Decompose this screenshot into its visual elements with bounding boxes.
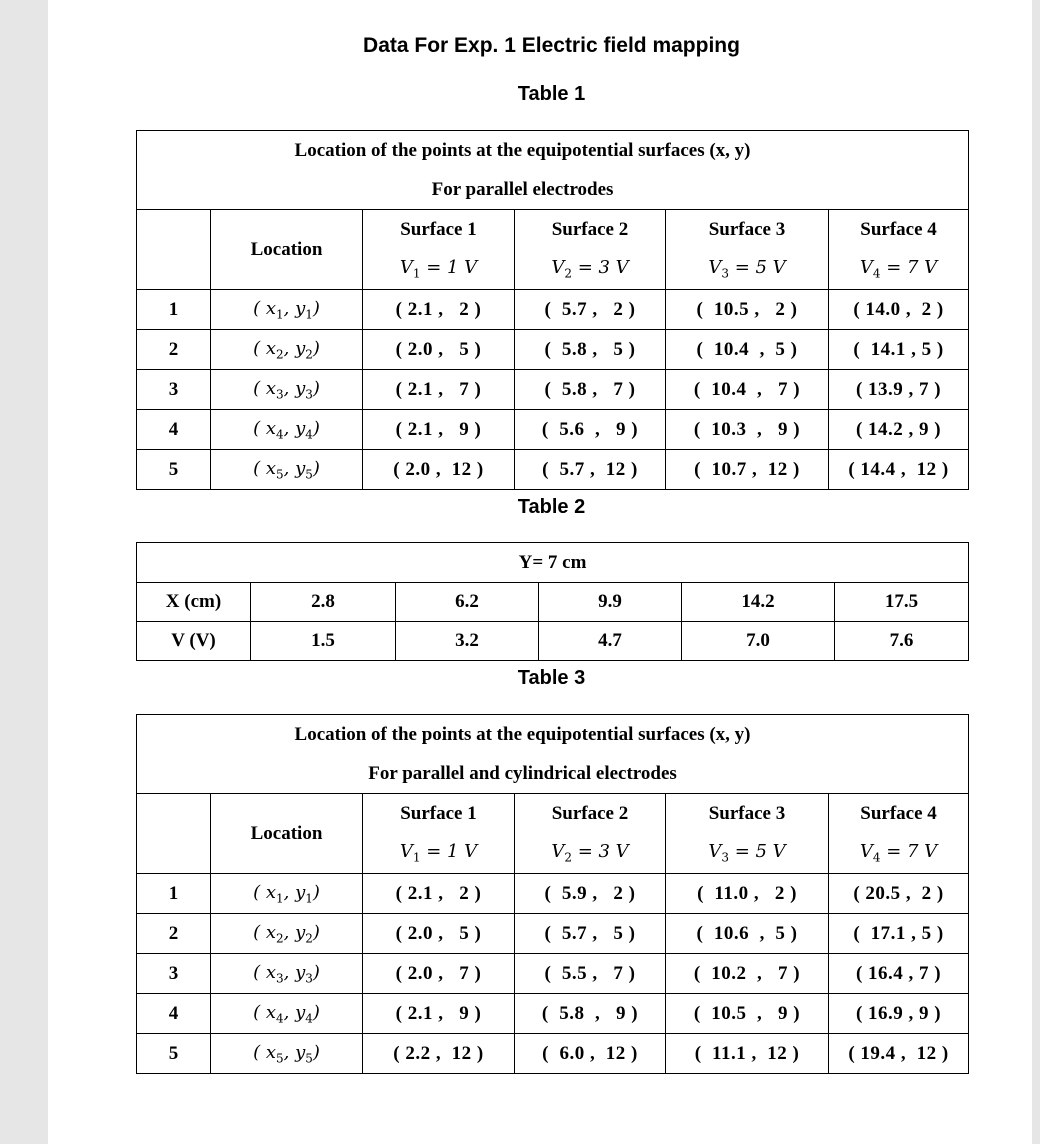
row-location: ( $x_4$, $y_4$) bbox=[211, 410, 363, 450]
table-cell: 6.2 bbox=[396, 583, 539, 622]
table-cell: ( 2.1 , 7 ) bbox=[363, 370, 515, 410]
table-3-surface-4-header: Surface 4 bbox=[829, 794, 969, 834]
table-cell: ( 14.4 , 12 ) bbox=[829, 450, 969, 490]
table-3-surface-2-potential: $V_2 = 3$ V bbox=[515, 834, 666, 874]
v-label: V (V) bbox=[137, 622, 251, 661]
table-cell: 2.8 bbox=[251, 583, 396, 622]
table-cell: ( 17.1 , 5 ) bbox=[829, 914, 969, 954]
table-cell: ( 11.0 , 2 ) bbox=[666, 874, 829, 914]
table-cell: ( 2.2 , 12 ) bbox=[363, 1034, 515, 1074]
table-1-label: Table 1 bbox=[517, 83, 586, 105]
table-3-surface-2-header: Surface 2 bbox=[515, 794, 666, 834]
row-index: 5 bbox=[137, 450, 211, 490]
table-2-header: Y= 7 cm bbox=[137, 543, 969, 583]
table-3-caption bbox=[137, 715, 969, 794]
row-location: ( $x_2$, $y_2$) bbox=[211, 330, 363, 370]
table-cell: ( 6.0 , 12 ) bbox=[515, 1034, 666, 1074]
row-index: 1 bbox=[137, 290, 211, 330]
table-cell: ( 2.0 , 5 ) bbox=[363, 914, 515, 954]
table-1-caption-line-2: For parallel electrodes bbox=[431, 179, 614, 200]
table-1-surface-2-header: Surface 2 bbox=[515, 210, 666, 250]
table-1-surface-4-header: Surface 4 bbox=[829, 210, 969, 250]
table-3-corner-cell bbox=[137, 794, 211, 874]
table-2-label: Table 2 bbox=[517, 496, 586, 518]
row-location: ( $x_2$, $y_2$) bbox=[211, 914, 363, 954]
row-index: 2 bbox=[137, 330, 211, 370]
table-cell: ( 16.4 , 7 ) bbox=[829, 954, 969, 994]
table-cell: ( 20.5 , 2 ) bbox=[829, 874, 969, 914]
table-cell: ( 14.1 , 5 ) bbox=[829, 330, 969, 370]
table-cell: ( 5.8 , 7 ) bbox=[515, 370, 666, 410]
table-1-caption bbox=[137, 131, 969, 210]
table-cell: ( 2.1 , 9 ) bbox=[363, 994, 515, 1034]
table-cell: 3.2 bbox=[396, 622, 539, 661]
table-1-surface-4-potential: $V_4 = 7$ V bbox=[829, 250, 969, 290]
table-cell: ( 5.6 , 9 ) bbox=[515, 410, 666, 450]
row-index: 4 bbox=[137, 410, 211, 450]
table-cell: ( 10.6 , 5 ) bbox=[666, 914, 829, 954]
table-row bbox=[137, 874, 969, 914]
table-cell: ( 14.0 , 2 ) bbox=[829, 290, 969, 330]
table-cell: ( 10.5 , 2 ) bbox=[666, 290, 829, 330]
table-2 bbox=[136, 542, 969, 661]
row-location: ( $x_3$, $y_3$) bbox=[211, 370, 363, 410]
table-1-corner-cell bbox=[137, 210, 211, 290]
table-cell: ( 5.7 , 5 ) bbox=[515, 914, 666, 954]
table-cell: ( 11.1 , 12 ) bbox=[666, 1034, 829, 1074]
table-cell: ( 10.2 , 7 ) bbox=[666, 954, 829, 994]
table-cell: ( 5.8 , 9 ) bbox=[515, 994, 666, 1034]
table-row bbox=[137, 410, 969, 450]
table-1-surface-3-potential: $V_3 = 5$ V bbox=[666, 250, 829, 290]
table-cell: ( 2.1 , 2 ) bbox=[363, 874, 515, 914]
table-row bbox=[137, 450, 969, 490]
table-1 bbox=[136, 130, 969, 490]
table-row bbox=[137, 954, 969, 994]
table-3-surface-4-potential: $V_4 = 7$ V bbox=[829, 834, 969, 874]
table-3 bbox=[136, 714, 969, 1074]
row-index: 5 bbox=[137, 1034, 211, 1074]
table-cell: 1.5 bbox=[251, 622, 396, 661]
table-cell: ( 16.9 , 9 ) bbox=[829, 994, 969, 1034]
table-cell: ( 5.9 , 2 ) bbox=[515, 874, 666, 914]
table-cell: ( 19.4 , 12 ) bbox=[829, 1034, 969, 1074]
row-index: 3 bbox=[137, 370, 211, 410]
table-1-surface-1-header: Surface 1 bbox=[363, 210, 515, 250]
x-label: X (cm) bbox=[137, 583, 251, 622]
table-3-location-header: Location bbox=[211, 794, 363, 874]
table-row bbox=[137, 370, 969, 410]
row-index: 4 bbox=[137, 994, 211, 1034]
table-cell: ( 13.9 , 7 ) bbox=[829, 370, 969, 410]
table-cell: ( 10.4 , 5 ) bbox=[666, 330, 829, 370]
table-3-caption-line-1: Location of the points at the equipotential surfaces (x, y) bbox=[294, 724, 751, 745]
table-row bbox=[137, 290, 969, 330]
row-location: ( $x_5$, $y_5$) bbox=[211, 450, 363, 490]
table-row bbox=[137, 914, 969, 954]
row-location: ( $x_1$, $y_1$) bbox=[211, 874, 363, 914]
table-cell: ( 10.7 , 12 ) bbox=[666, 450, 829, 490]
table-row bbox=[137, 622, 969, 661]
table-cell: ( 14.2 , 9 ) bbox=[829, 410, 969, 450]
row-location: ( $x_3$, $y_3$) bbox=[211, 954, 363, 994]
table-cell: 7.6 bbox=[835, 622, 969, 661]
table-row bbox=[137, 330, 969, 370]
table-row bbox=[137, 583, 969, 622]
table-1-surface-1-potential: $V_1 = 1$ V bbox=[363, 250, 515, 290]
row-index: 2 bbox=[137, 914, 211, 954]
table-1-caption-line-1: Location of the points at the equipotential surfaces (x, y) bbox=[294, 140, 751, 161]
table-cell: ( 5.7 , 12 ) bbox=[515, 450, 666, 490]
table-cell: 17.5 bbox=[835, 583, 969, 622]
table-cell: ( 5.8 , 5 ) bbox=[515, 330, 666, 370]
row-index: 3 bbox=[137, 954, 211, 994]
table-cell: ( 2.0 , 7 ) bbox=[363, 954, 515, 994]
table-cell: ( 5.7 , 2 ) bbox=[515, 290, 666, 330]
table-row bbox=[137, 1034, 969, 1074]
table-1-surface-3-header: Surface 3 bbox=[666, 210, 829, 250]
table-cell: ( 2.1 , 2 ) bbox=[363, 290, 515, 330]
table-3-surface-3-potential: $V_3 = 5$ V bbox=[666, 834, 829, 874]
table-cell: 7.0 bbox=[682, 622, 835, 661]
table-cell: ( 10.4 , 7 ) bbox=[666, 370, 829, 410]
row-location: ( $x_4$, $y_4$) bbox=[211, 994, 363, 1034]
row-location: ( $x_1$, $y_1$) bbox=[211, 290, 363, 330]
table-cell: ( 2.1 , 9 ) bbox=[363, 410, 515, 450]
table-1-location-header: Location bbox=[211, 210, 363, 290]
table-cell: ( 5.5 , 7 ) bbox=[515, 954, 666, 994]
table-cell: 9.9 bbox=[539, 583, 682, 622]
table-cell: ( 2.0 , 12 ) bbox=[363, 450, 515, 490]
table-1-surface-2-potential: $V_2 = 3$ V bbox=[515, 250, 666, 290]
table-cell: ( 2.0 , 5 ) bbox=[363, 330, 515, 370]
table-3-label: Table 3 bbox=[517, 667, 586, 689]
table-row bbox=[137, 994, 969, 1034]
document-title: Data For Exp. 1 Electric field mapping bbox=[363, 34, 740, 57]
table-3-surface-1-header: Surface 1 bbox=[363, 794, 515, 834]
table-cell: 4.7 bbox=[539, 622, 682, 661]
table-cell: 14.2 bbox=[682, 583, 835, 622]
row-index: 1 bbox=[137, 874, 211, 914]
table-3-caption-line-2: For parallel and cylindrical electrodes bbox=[368, 763, 677, 784]
table-cell: ( 10.3 , 9 ) bbox=[666, 410, 829, 450]
table-cell: ( 10.5 , 9 ) bbox=[666, 994, 829, 1034]
table-3-surface-1-potential: $V_1 = 1$ V bbox=[363, 834, 515, 874]
table-3-surface-3-header: Surface 3 bbox=[666, 794, 829, 834]
row-location: ( $x_5$, $y_5$) bbox=[211, 1034, 363, 1074]
